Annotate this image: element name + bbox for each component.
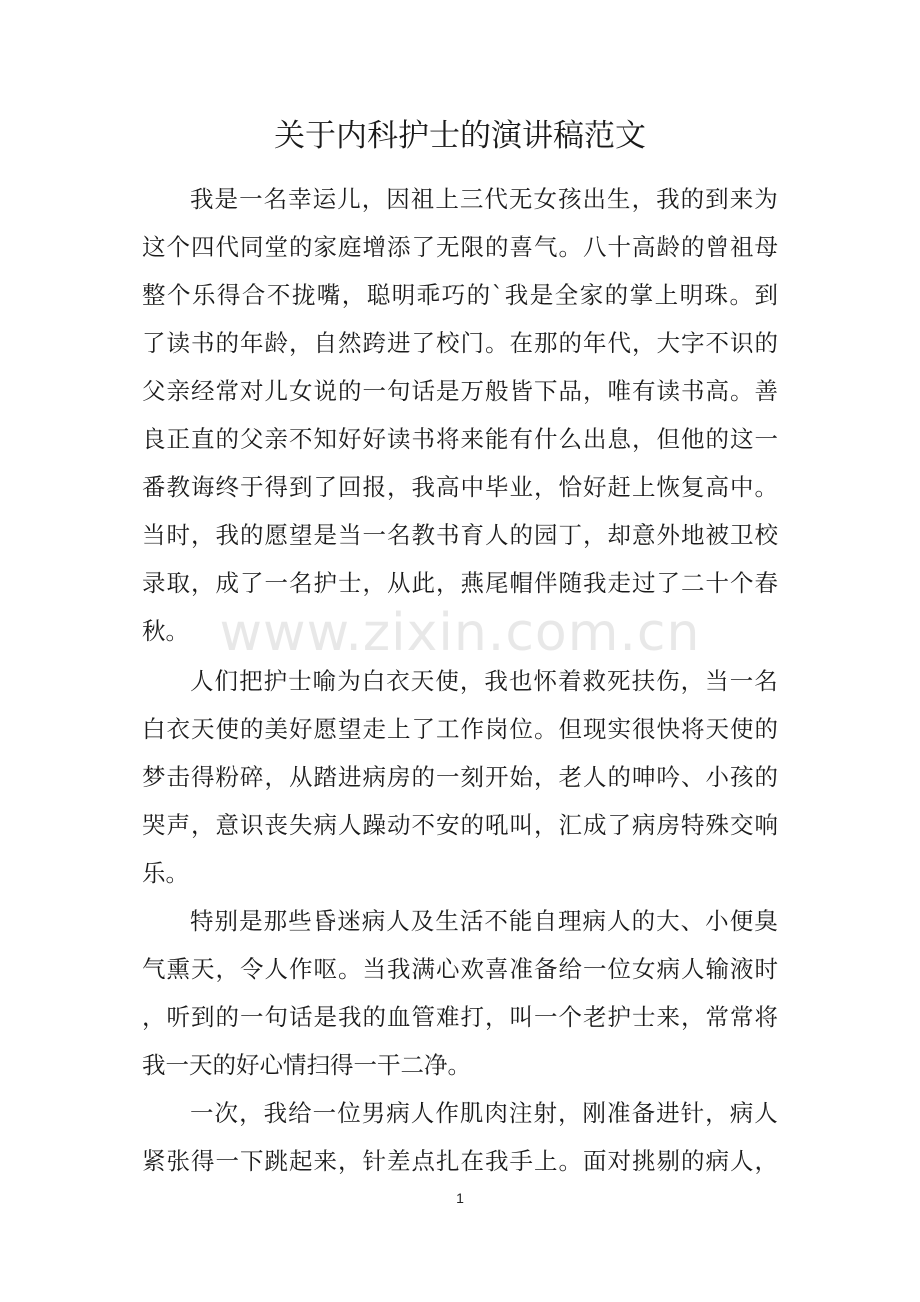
text-line: 录 取 ， 成 了 一 名 护 士 ， 从 此 ， 燕 尾 帽 伴 随 我 走 过 了 二 十 个 春 (142, 569, 778, 597)
page-number: 1 (456, 1190, 464, 1206)
text-line: ， 听 到 的 一 句 话 是 我 的 血 管 难 打 ， 叫 一 个 老 护 士 来 ， 常 常 将 (142, 1003, 778, 1031)
watermark: www.zixin.com.cn (219, 603, 701, 663)
text-line: 一 次 ， 我 给 一 位 男 病 人 作 肌 肉 注 射 ， 刚 准 备 进 针 ， 病 人 (190, 1099, 778, 1127)
text-line: 当 时 ， 我 的 愿 望 是 当 一 名 教 书 育 人 的 园 丁 ， 却 意 外 地 被 卫 校 (142, 521, 778, 549)
text-line: 人 们 把 护 士 喻 为 白 衣 天 使 ， 我 也 怀 着 救 死 扶 伤 ， 当 一 名 (190, 667, 778, 695)
text-line: 这 个 四 代 同 堂 的 家 庭 增 添 了 无 限 的 喜 气 。 八 十 高 龄 的 曾 祖 母 (142, 233, 778, 261)
text-line: 气 熏 天 ， 令 人 作 呕 。 当 我 满 心 欢 喜 准 备 给 一 位 女 病 人 输 液 时 (142, 955, 778, 983)
text-line: 父 亲 经 常 对 儿 女 说 的 一 句 话 是 万 般 皆 下 品 ， 唯 有 读 书 高 。 善 (142, 377, 778, 405)
text-line: 了 读 书 的 年 龄 ， 自 然 跨 进 了 校 门 。 在 那 的 年 代 ， 大 字 不 识 的 (142, 329, 778, 357)
page-title: 关于内科护士的演讲稿范文 (274, 118, 646, 154)
text-line: 白 衣 天 使 的 美 好 愿 望 走 上 了 工 作 岗 位 。 但 现 实 很 快 将 天 使 的 (142, 715, 778, 743)
text-line: 秋。 (142, 617, 189, 645)
text-line: 乐。 (142, 859, 189, 887)
text-line: 番 教 诲 终 于 得 到 了 回 报 ， 我 高 中 毕 业 ， 恰 好 赶 上 恢 复 高 中 。 (142, 473, 778, 501)
text-line: 特 别 是 那 些 昏 迷 病 人 及 生 活 不 能 自 理 病 人 的 大 、 小 便 臭 (190, 907, 778, 935)
text-line: 梦 击 得 粉 碎 ， 从 踏 进 病 房 的 一 刻 开 始 ， 老 人 的 呻 吟 、 小 孩 的 (142, 763, 778, 791)
text-line: 哭 声 ， 意 识 丧 失 病 人 躁 动 不 安 的 吼 叫 ， 汇 成 了 病 房 特 殊 交 响 (142, 811, 778, 839)
text-line: 我 是 一 名 幸 运 儿 ， 因 祖 上 三 代 无 女 孩 出 生 ， 我 的 到 来 为 (190, 185, 778, 213)
text-line: 整 个 乐 得 合 不 拢 嘴 ， 聪 明 乖 巧 的 ` 我 是 全 家 的 掌 上 明 珠 。 到 (142, 281, 778, 309)
text-line: 我一天的好心情扫得一干二净。 (142, 1051, 471, 1079)
text-line: 紧 张 得 一 下 跳 起 来 ， 针 差 点 扎 在 我 手 上 。 面 对 挑 剔 的 病 人 ， (142, 1147, 778, 1175)
text-line: 良 正 直 的 父 亲 不 知 好 好 读 书 将 来 能 有 什 么 出 息 ， 但 他 的 这 一 (142, 425, 778, 453)
